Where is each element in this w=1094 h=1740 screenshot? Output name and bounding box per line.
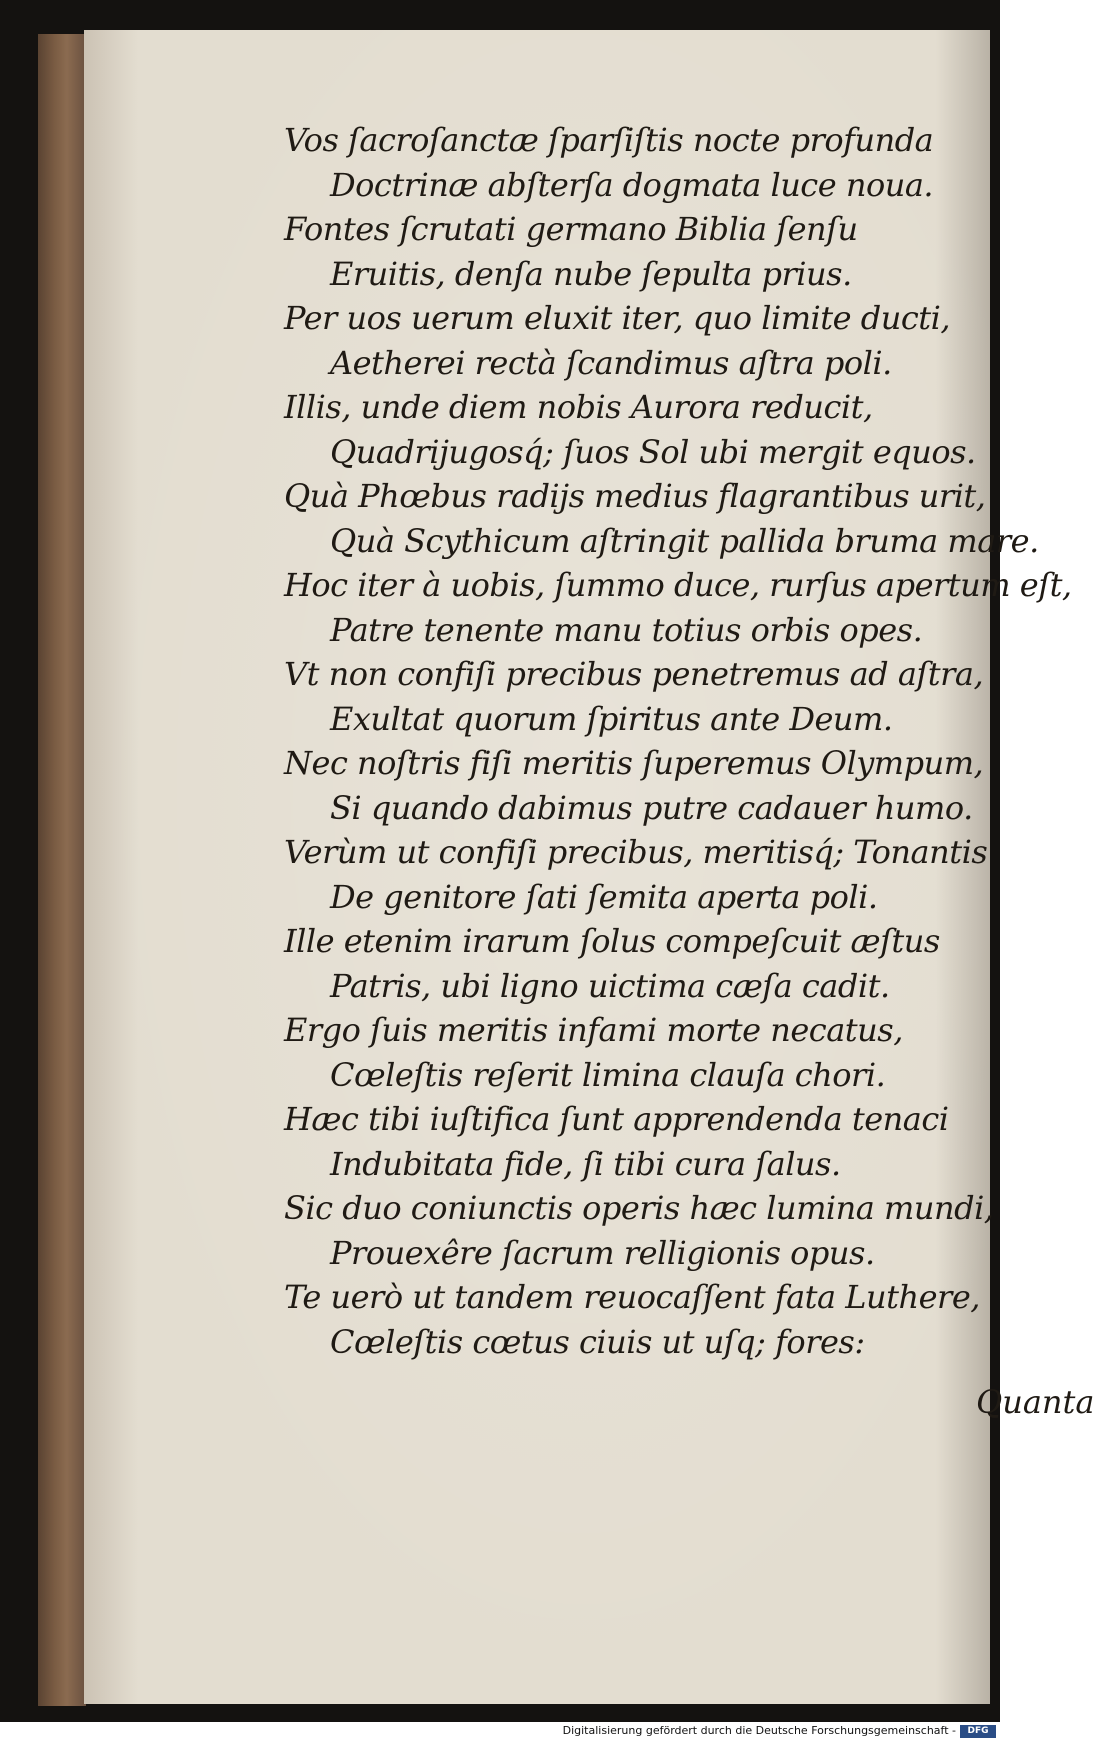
verse-line: Ergo ſuis meritis infami morte necatus, — [284, 1011, 903, 1049]
verse-line: Ille etenim irarum ſolus compeſcuit æſtus — [284, 922, 940, 960]
verse-line: Cœleſtis reſerit limina clauſa chori. — [330, 1055, 886, 1094]
verse-line: Cœleſtis cœtus ciuis ut uſq; fores: — [330, 1322, 865, 1361]
digitization-credit: Digitalisierung gefördert durch die Deutsche Forschungsgemeinschaft - — [562, 1724, 956, 1737]
book-spine-edge — [38, 34, 86, 1706]
verse-line: Quà Phœbus radijs medius flagrantibus urit, — [284, 477, 986, 515]
verse-line: Illis, unde diem nobis Aurora reducit, — [284, 388, 873, 426]
verse-line: Aetherei rectà ſcandimus aſtra poli. — [330, 343, 892, 382]
verse-line: Fontes ſcrutati germano Biblia ſenſu — [284, 210, 858, 248]
verse-line: Doctrinæ abſterſa dogmata luce noua. — [330, 165, 934, 204]
verse-line: Sic duo coniunctis operis hæc lumina mundi, — [284, 1189, 994, 1227]
verse-line: Eruitis, denſa nube ſepulta prius. — [330, 254, 852, 293]
verse-line: Te uerò ut tandem reuocaſſent fata Luthere, — [284, 1278, 980, 1316]
book-page — [84, 30, 1094, 1704]
verse-line: Hæc tibi iuſtifica ſunt apprendenda tenaci — [284, 1100, 949, 1138]
verse-line: Hoc iter à uobis, ſummo duce, rurſus apertum eſt, — [284, 566, 1072, 604]
verse-line: De genitore ſati ſemita aperta poli. — [330, 877, 878, 916]
verse-line: Vt non confiſi precibus penetremus ad aſtra, — [284, 655, 984, 693]
verse-line: Patris, ubi ligno uictima cæſa cadit. — [330, 966, 890, 1005]
verse-line: Patre tenente manu totius orbis opes. — [330, 610, 923, 649]
verse-line: Indubitata fide, ſi tibi cura ſalus. — [330, 1144, 841, 1183]
verse-line: Prouexêre ſacrum relligionis opus. — [330, 1233, 875, 1272]
verse-text-block — [284, 118, 1072, 1364]
verse-line: Quà Scythicum aſtringit pallida bruma mare. — [330, 521, 1039, 560]
dfg-logo: DFG — [960, 1725, 996, 1738]
verse-line: Verùm ut confiſi precibus, meritisq́; Tonantis — [284, 833, 988, 871]
verse-line: Per uos uerum eluxit iter, quo limite ducti, — [284, 299, 951, 337]
catchword: Quanta — [976, 1383, 1094, 1421]
verse-line: Quadrijugosq́; ſuos Sol ubi mergit equos. — [330, 432, 976, 471]
verse-line: Si quando dabimus putre cadauer humo. — [330, 788, 973, 827]
verse-line: Nec noſtris fiſi meritis ſuperemus Olympum, — [284, 744, 984, 782]
verse-line: Exultat quorum ſpiritus ante Deum. — [330, 699, 893, 738]
verse-line: Vos ſacroſanctæ ſparſiſtis nocte profunda — [284, 121, 934, 159]
